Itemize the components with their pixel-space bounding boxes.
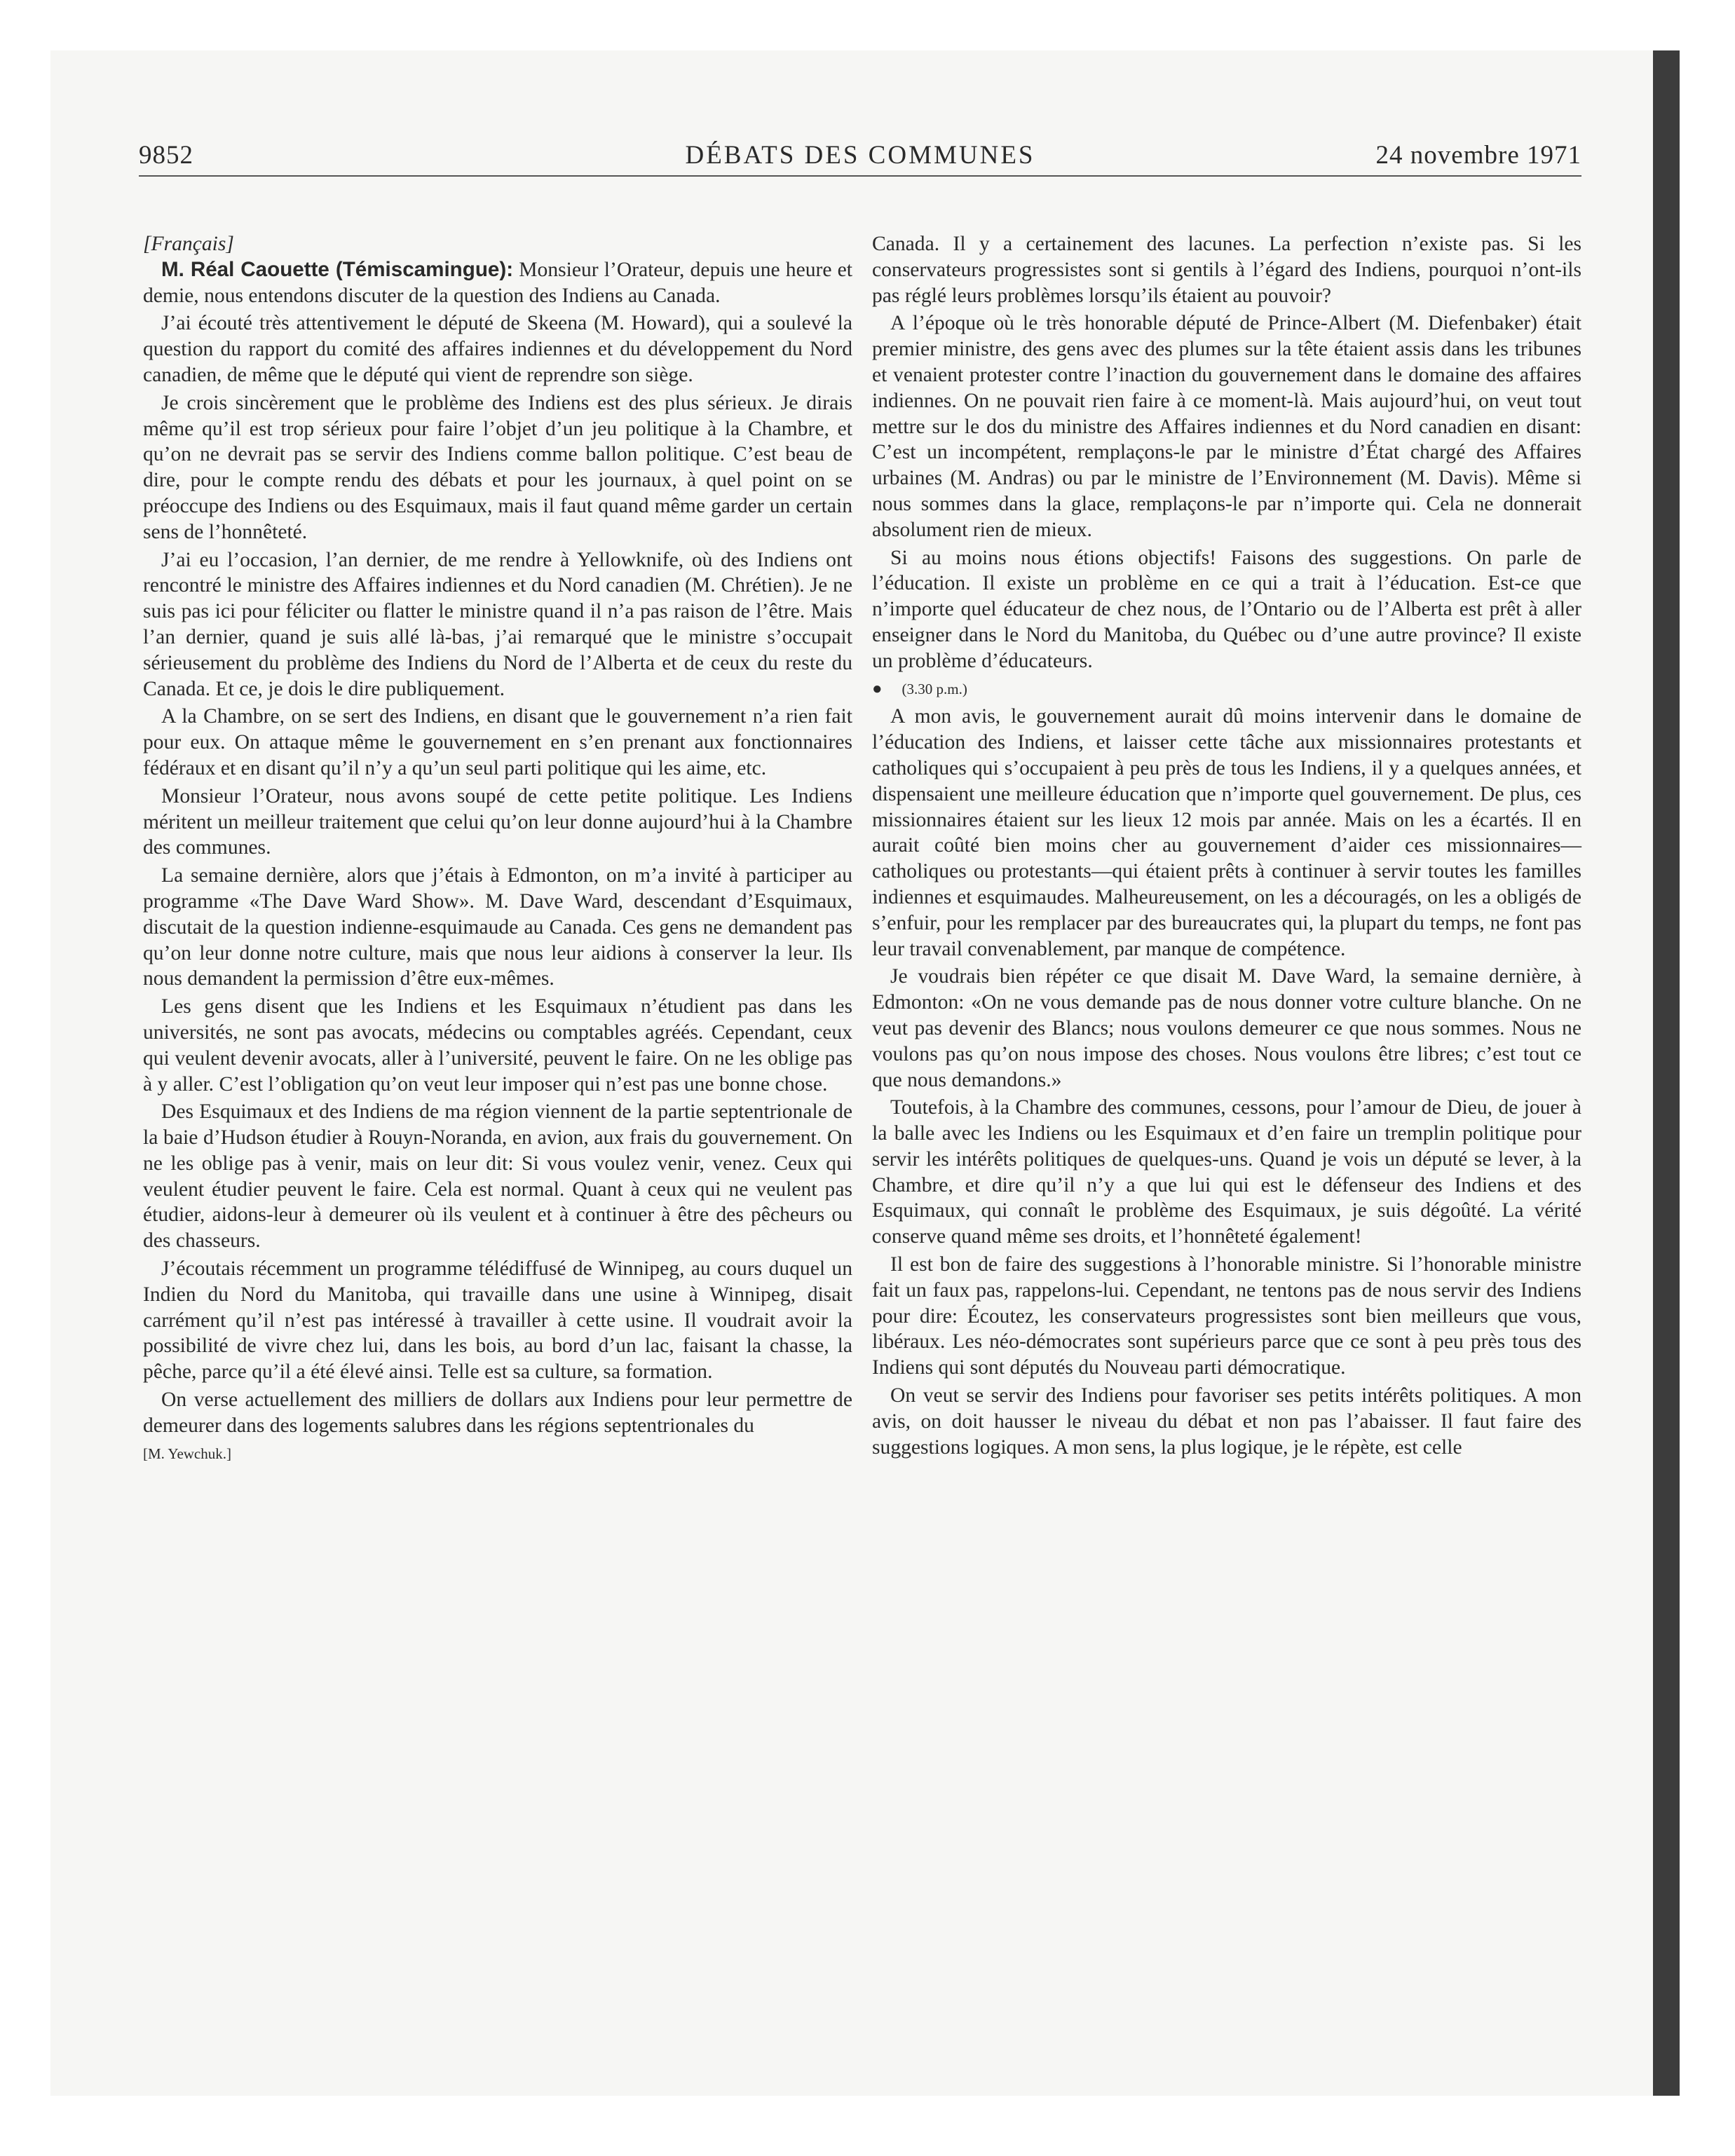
time-marker-text: (3.30 p.m.) — [901, 680, 967, 697]
paragraph: On veut se servir des Indiens pour favoriser ses petits intérêts politiques. A mon avis, on doit hausser le niveau du débat et non pas l’abaisser. Il faut faire des suggestions logiques. A mon sens, la plus logique, je le répète, est celle — [872, 1384, 1581, 1459]
paragraph: Monsieur l’Orateur, nous avons soupé de cette petite politique. Les Indiens méritent un meilleur traitement que celui qu’on leur donne aujourd’hui à la Chambre des communes. — [143, 784, 852, 859]
paragraph — [143, 257, 852, 309]
paragraph: A la Chambre, on se sert des Indiens, en disant que le gouvernement n’a rien fait pour eux. On attaque même le gouvernement en s’en prenant aux fonctionnaires fédéraux et en disant qu’il n’y a qu’un seul parti politique qui les aime, etc. — [143, 705, 852, 779]
paragraph: Toutefois, à la Chambre des communes, cessons, pour l’amour de Dieu, de jouer à la balle avec les Indiens ou les Esquimaux et d’en faire un tremplin politique pour servir les intérêts politiques de quelques-uns. Quand je vois un député se lever, à la Chambre, et dire qu’il n’y a que lui qui est le défenseur des Indiens et des Esquimaux, qui connaît le problème des Esquimaux, je suis dégoûté. La vérité conserve quand même ses droits, et l’honnêteté également! — [872, 1096, 1581, 1248]
paragraph: A l’époque où le très honorable député de Prince-Albert (M. Diefenbaker) était premier ministre, des gens avec des plumes sur la tête étaient assis dans les tribunes et venaient protester contre l’inaction du gouvernement dans le domaine des affaires indiennes. On ne pouvait rien faire à ce moment-là. Mais aujourd’hui, on veut tout mettre sur le dos du ministre des Affaires indiennes et du Nord canadien en disant: C’est un incompétent, remplaçons-le par le ministre d’État chargé des Affaires urbaines (M. Andras) ou par le ministre de l’Environnement (M. Davis). Même si nous sommes dans la glace, remplaçons-le par n’importe qui. Cela ne donnerait absolument rien de mieux. — [872, 312, 1581, 541]
paragraph: Canada. Il y a certainement des lacunes. La perfection n’existe pas. Si les conservateurs progressistes sont si gentils à l’égard des Indiens, pourquoi n’ont-ils pas réglé leurs problèmes lorsqu’ils étaient au pouvoir? — [872, 233, 1581, 307]
paragraph-text: Monsieur l’Orateur, depuis une heure et demie, nous entendons discuter de la question des Indiens au Canada. — [143, 258, 852, 307]
paragraph: J’écoutais récemment un programme télédiffusé de Winnipeg, au cours duquel un Indien du Nord du Manitoba, qui travaille dans une usine à Winnipeg, disait carrément qu’il n’est pas intéressé à travailler à cette usine. Il voudrait avoir la possibilité de vivre chez lui, dans les bois, au bord d’un lac, faisant la chasse, la pêche, parce qu’il a été élevé ainsi. Telle est sa culture, sa formation. — [143, 1257, 852, 1384]
page-header — [139, 140, 1581, 177]
paragraph: On verse actuellement des milliers de dollars aux Indiens pour leur permettre de demeurer dans des logements salubres dans les régions septentrionales du — [143, 1389, 852, 1437]
paragraph: J’ai écouté très attentivement le député de Skeena (M. Howard), qui a soulevé la question du rapport du comité des affaires indiennes et du développement du Nord canadien, de même que le député qui vient de reprendre son siège. — [143, 312, 852, 386]
scan-edge-shadow — [1653, 50, 1680, 2096]
right-column — [872, 231, 1581, 1462]
paragraph: Je voudrais bien répéter ce que disait M. Dave Ward, la semaine dernière, à Edmonton: «On ne vous demande pas de nous donner votre culture blanche. On ne veut pas devenir des Blancs; nous voulons demeurer ce que nous sommes. Nous ne voulons pas qu’on nous impose des choses. Nous voulons être libres; c’est tout ce que nous demandons.» — [872, 965, 1581, 1091]
paragraph: A mon avis, le gouvernement aurait dû moins intervenir dans le domaine de l’éducation des Indiens, et laisser cette tâche aux missionnaires protestants et catholiques qui s’occupaient à peu près de tous les Indiens, il y a quelques années, et dispensaient une meilleure éducation que n’importe quel gouvernement. De plus, ces missionnaires étaient sur les lieux 12 mois par année. Mais on les a écartés. Il en aurait coûté bien moins cher au gouvernement d’aider ces missionnaires—catholiques ou protestants—qui étaient prêts à continuer à servir toutes les familles indiennes et esquimaudes. Malheureusement, on les a découragés, on les a obligés de s’enfuir, pour les remplacer par des bureaucrates qui, la plupart du temps, ne font pas leur travail convenablement, par manque de compétence. — [872, 705, 1581, 960]
left-column — [143, 231, 852, 1468]
paragraph: Il est bon de faire des suggestions à l’honorable ministre. Si l’honorable ministre fait un faux pas, rappelons-lui. Cependant, ne tentons pas de nous servir des Indiens pour dire: Écoutez, les conservateurs progressistes sont bien meilleurs que vous, libéraux. Les néo-démocrates sont supérieurs parce que ce sont à peu près tous des Indiens qui sont députés du Nouveau parti démocratique. — [872, 1253, 1581, 1379]
language-tag: [Français] — [143, 233, 234, 255]
journal-title: DÉBATS DES COMMUNES — [685, 141, 1035, 170]
paragraph: Je crois sincèrement que le problème des Indiens est des plus sérieux. Je dirais même qu’il est trop sérieux pour faire l’objet d’un jeu politique à la Chambre, et qu’on ne devrait pas se servir des Indiens comme ballon politique. C’est beau de dire, pour le compte rendu des débats et pour les journaux, à quel point on se préoccupe des Indiens ou des Esquimaux, mais il faut quand même garder un certain sens de l’honnêteté. — [143, 391, 852, 543]
speaker-name: M. Réal Caouette (Témiscamingue): — [161, 257, 514, 281]
paragraph: Des Esquimaux et des Indiens de ma région viennent de la partie septentrionale de la baie d’Hudson étudier à Rouyn-Noranda, en avion, aux frais du gouvernement. On ne les oblige pas à venir, mais on leur dit: Si vous voulez venir, venez. Ceux qui veulent étudier peuvent le faire. Cela est normal. Quant à ceux qui ne veulent pas étudier, aidons-leur à demeurer où ils veulent et à continuer à être des pêcheurs ou des chasseurs. — [143, 1100, 852, 1253]
time-marker — [872, 676, 1581, 702]
bullet-icon: ● — [872, 679, 883, 698]
footnote: [M. Yewchuk.] — [143, 1445, 231, 1462]
page-number: 9852 — [139, 141, 193, 170]
paragraph: Les gens disent que les Indiens et les Esquimaux n’étudient pas dans les universités, ne sont pas avocats, médecins ou comptables agréés. Cependant, ceux qui veulent devenir avocats, aller à l’université, peuvent le faire. On ne les oblige pas à y aller. C’est l’obligation qu’on veut leur imposer qui n’est pas une bonne chose. — [143, 995, 852, 1096]
paragraph: Si au moins nous étions objectifs! Faisons des suggestions. On parle de l’éducation. Il existe un problème en ce qui a trait à l’éducation. Est-ce que n’importe quel éducateur de chez nous, de l’Ontario ou de l’Alberta est prêt à aller enseigner dans le Nord du Manitoba, du Québec ou d’une autre province? Il existe un problème d’éducateurs. — [872, 546, 1581, 672]
paragraph: J’ai eu l’occasion, l’an dernier, de me rendre à Yellowknife, où des Indiens ont rencontré le ministre des Affaires indiennes et du Nord canadien (M. Chrétien). Je ne suis pas ici pour féliciter ou flatter le ministre quand il n’a pas raison de l’être. Mais l’an dernier, quand je suis allé là-bas, j’ai remarqué que le ministre s’occupait sérieusement du problème des Indiens du Nord de l’Alberta et de ceux du reste du Canada. Et ce, je dois le dire publiquement. — [143, 548, 852, 700]
paragraph: La semaine dernière, alors que j’étais à Edmonton, on m’a invité à participer au programme «The Dave Ward Show». M. Dave Ward, descendant d’Esquimaux, discutait de la question indienne-esquimaude au Canada. Ces gens ne demandent pas qu’on leur donne notre culture, mais que nous leur aidions à conserver la leur. Ils nous demandent la permission d’être eux-mêmes. — [143, 864, 852, 990]
page-date: 24 novembre 1971 — [1375, 141, 1581, 170]
